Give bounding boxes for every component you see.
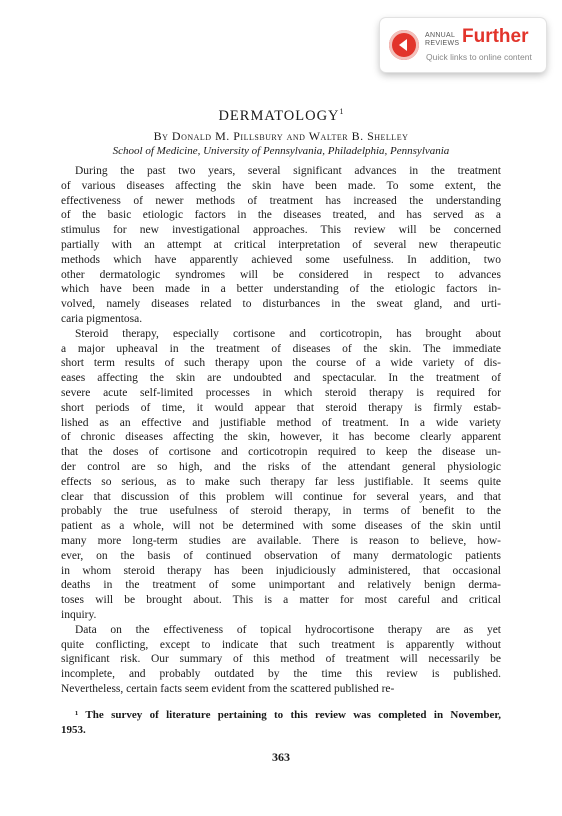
body-line: probably the true usefulness of steroid therapy, in terms of benefit to the	[61, 505, 501, 518]
body-line: partially with an attempt at critical interpretation of several new therapeutic	[61, 238, 501, 251]
body-line: stimulus for new investigational approaches. This review will be concerned	[61, 224, 501, 237]
body-line: incomplete, and probably outdated by the time this review is published.	[61, 668, 501, 681]
body-line: eases affecting the skin are undoubted and spectacular. In the treatment of	[61, 372, 501, 385]
body-line: caria pigmentosa.	[61, 312, 143, 325]
affiliation-line: School of Medicine, University of Pennsylvania, Philadelphia, Pennsylvania	[112, 145, 450, 157]
body-line: other dermatologic syndromes will be considered in respect to advances	[61, 268, 501, 281]
body-line: short periods of time, it would appear that steroid therapy is firmly estab-	[61, 401, 501, 414]
body-line: that the doses of cortisone and corticotropin required to keep the disease un-	[61, 446, 501, 459]
body-line: patient as a whole, will not be determined with some diseases of the skin until	[61, 520, 501, 533]
annual-reviews-wordmark	[425, 32, 459, 48]
banner-tagline: Quick links to online content	[426, 52, 532, 62]
body-line: of various diseases affecting the skin have been made. To some extent, the	[61, 179, 501, 192]
play-left-icon	[389, 30, 419, 60]
body-line: severe acute self-limited processes in which steroid therapy is required for	[61, 386, 501, 399]
body-line: der control are so high, and the risks of the attendant general physiologic	[61, 460, 501, 473]
annual-reviews-logo	[389, 30, 419, 60]
footnote-line: 1953.	[61, 723, 86, 736]
reviews-text: REVIEWS	[425, 40, 460, 47]
footnote-line: ¹ The survey of literature pertaining to this review was completed in November,	[75, 709, 501, 721]
body-line: methods which have apparently achieved some usefulness. In addition, two	[61, 253, 501, 266]
further-banner-link[interactable]	[380, 18, 546, 72]
body-line: significant risk. Our summary of this method of treatment will necessarily be	[61, 653, 501, 666]
body-line: which have been made in a better understanding of the etiologic factors in-	[61, 283, 501, 296]
body-line: many more long-term studies are available. There is reason to believe, how-	[61, 534, 501, 547]
body-line: lished as an effective and justifiable method of treatment. In a wide variety	[61, 416, 501, 429]
body-line: Steroid therapy, especially cortisone and corticotropin, has brought about	[75, 327, 501, 340]
article-body	[61, 164, 501, 697]
further-text: Further	[462, 26, 529, 47]
body-line: toses will be brought about. This is a matter for most careful and critical	[61, 594, 501, 607]
body-line: short term results of such therapy upon the course of a wide variety of dis-	[61, 357, 501, 370]
body-line: in whom steroid therapy has been injudiciously administered, that occasional	[61, 564, 501, 577]
body-line: of chronic diseases affecting the skin, however, it has become clearly apparent	[61, 431, 501, 444]
body-line: of the basic etiologic factors in the diseases treated, and has served as a	[61, 209, 501, 222]
body-line: deaths in the treatment of some unimportant and relatively benign derma-	[61, 579, 501, 592]
body-line: inquiry.	[61, 608, 97, 621]
footnote	[61, 708, 501, 738]
page-number: 363	[272, 750, 290, 764]
body-line: Data on the effectiveness of topical hydrocortisone therapy are as yet	[75, 623, 501, 636]
body-line: Nevertheless, certain facts seem evident from the scattered published re-	[61, 682, 395, 695]
body-line: effects so serious, as to make such therapy far less justifiable. It seems quite	[61, 475, 501, 488]
body-line: clear that discussion of this problem will continue for several years, and that	[61, 490, 501, 503]
body-line: effectiveness of newer methods of treatment has increased the understanding	[61, 194, 501, 207]
title-text: DERMATOLOGY	[218, 107, 340, 124]
body-line: During the past two years, several significant advances in the treatment	[75, 165, 501, 177]
annual-text: ANNUAL	[425, 32, 456, 39]
article-title	[0, 107, 562, 125]
authors-line: By Donald M. Pillsbury and Walter B. Shelley	[153, 129, 409, 143]
body-line: quite conflicting, except to indicate that such treatment is apparently without	[61, 638, 501, 651]
body-line: ever, on the basis of continued observation of many dermatologic patients	[61, 549, 501, 562]
body-line: volved, namely diseases related to disturbances in the sweat gland, and urti-	[61, 298, 501, 311]
body-line: a major upheaval in the treatment of diseases of the skin. The immediate	[61, 342, 501, 355]
title-footnote-mark: 1	[339, 107, 344, 116]
